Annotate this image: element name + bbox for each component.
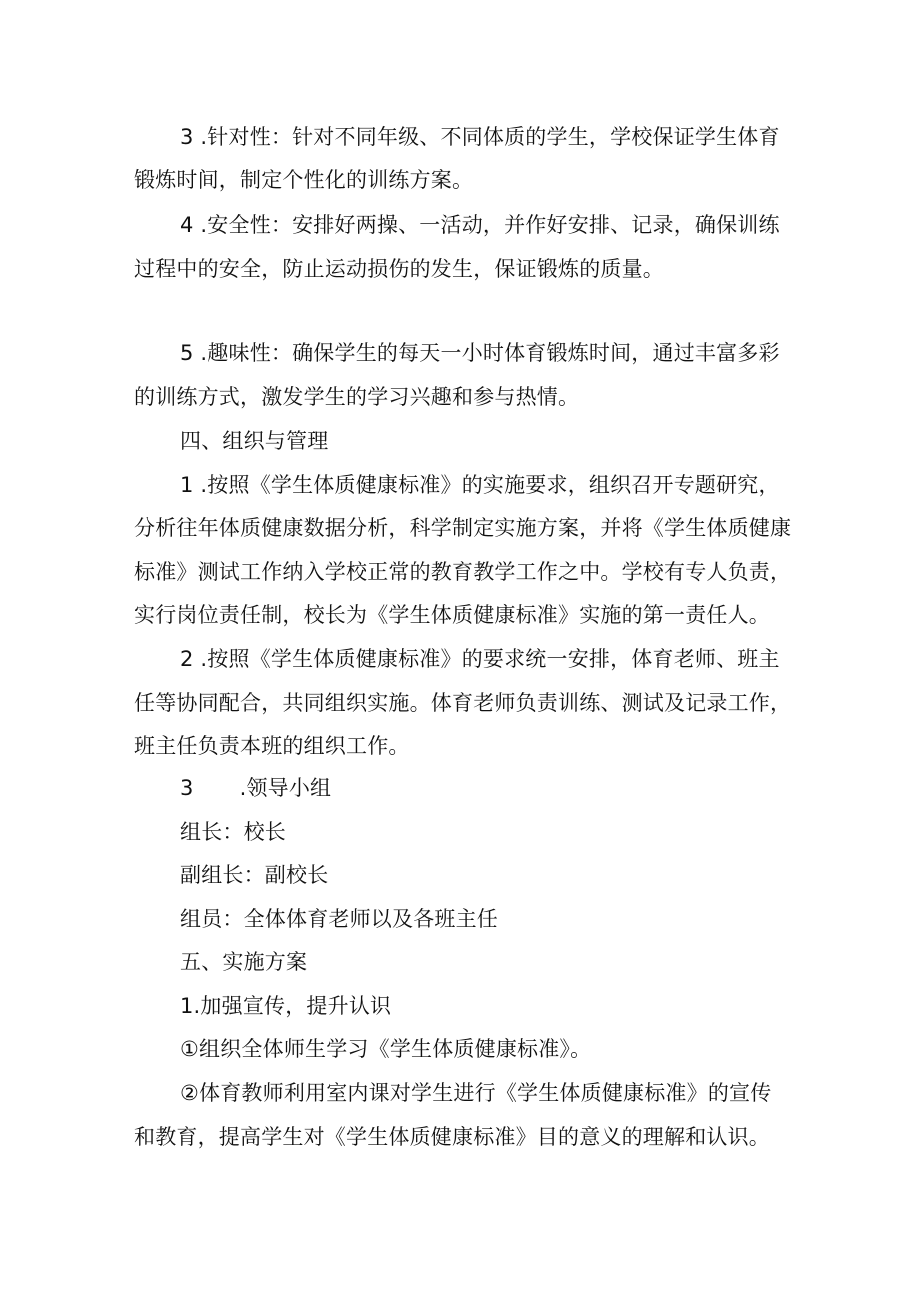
list-text: .领导小组 [239, 776, 332, 800]
paragraph-line: 组长：校长 [180, 820, 286, 844]
list-item-line [180, 775, 804, 801]
paragraph-line: 任等协同配合，共同组织实施。体育老师负责训练、测试及记录工作， [134, 691, 792, 715]
subsection-heading: 1.加强宣传，提升认识 [180, 994, 392, 1018]
section-heading: 四、组织与管理 [180, 429, 329, 453]
paragraph-line: 1 .按照《学生体质健康标准》的实施要求，组织召开专题研究， [180, 473, 780, 497]
list-number: 3 [180, 776, 194, 800]
paragraph-line: ①组织全体师生学习《学生体质健康标准》。 [180, 1037, 592, 1061]
paragraph-line: 实行岗位责任制，校长为《学生体质健康标准》实施的第一责任人。 [134, 603, 770, 627]
paragraph-line: 过程中的安全，防止运动损伤的发生，保证锻炼的质量。 [134, 257, 664, 281]
section-heading: 五、实施方案 [180, 950, 308, 974]
paragraph-line: 标准》测试工作纳入学校正常的教育教学工作之中。学校有专人负责， [134, 560, 792, 584]
paragraph-line: 5 .趣味性：确保学生的每天一小时体育锻炼时间，通过丰富多彩 [180, 341, 780, 365]
paragraph-line: ②体育教师利用室内课对学生进行《学生体质健康标准》的宣传 [180, 1081, 772, 1105]
paragraph-line: 3 .针对性：针对不同年级、不同体质的学生，学校保证学生体育 [180, 125, 780, 149]
paragraph-line: 锻炼时间，制定个性化的训练方案。 [134, 168, 474, 192]
paragraph-line: 班主任负责本班的组织工作。 [134, 734, 410, 758]
paragraph-line: 2 .按照《学生体质健康标准》的要求统一安排，体育老师、班主 [180, 647, 780, 671]
paragraph-line: 4 .安全性：安排好两操、一活动，并作好安排、记录，确保训练 [180, 213, 780, 237]
paragraph-line: 副组长：副校长 [180, 863, 329, 887]
paragraph-line: 分析往年体质健康数据分析，科学制定实施方案，并将《学生体质健康 [134, 516, 792, 540]
paragraph-line: 组员：全体体育老师以及各班主任 [180, 907, 498, 931]
paragraph-line: 的训练方式，激发学生的学习兴趣和参与热情。 [134, 385, 580, 409]
paragraph-line: 和教育，提高学生对《学生体质健康标准》目的意义的理解和认识。 [134, 1125, 770, 1149]
